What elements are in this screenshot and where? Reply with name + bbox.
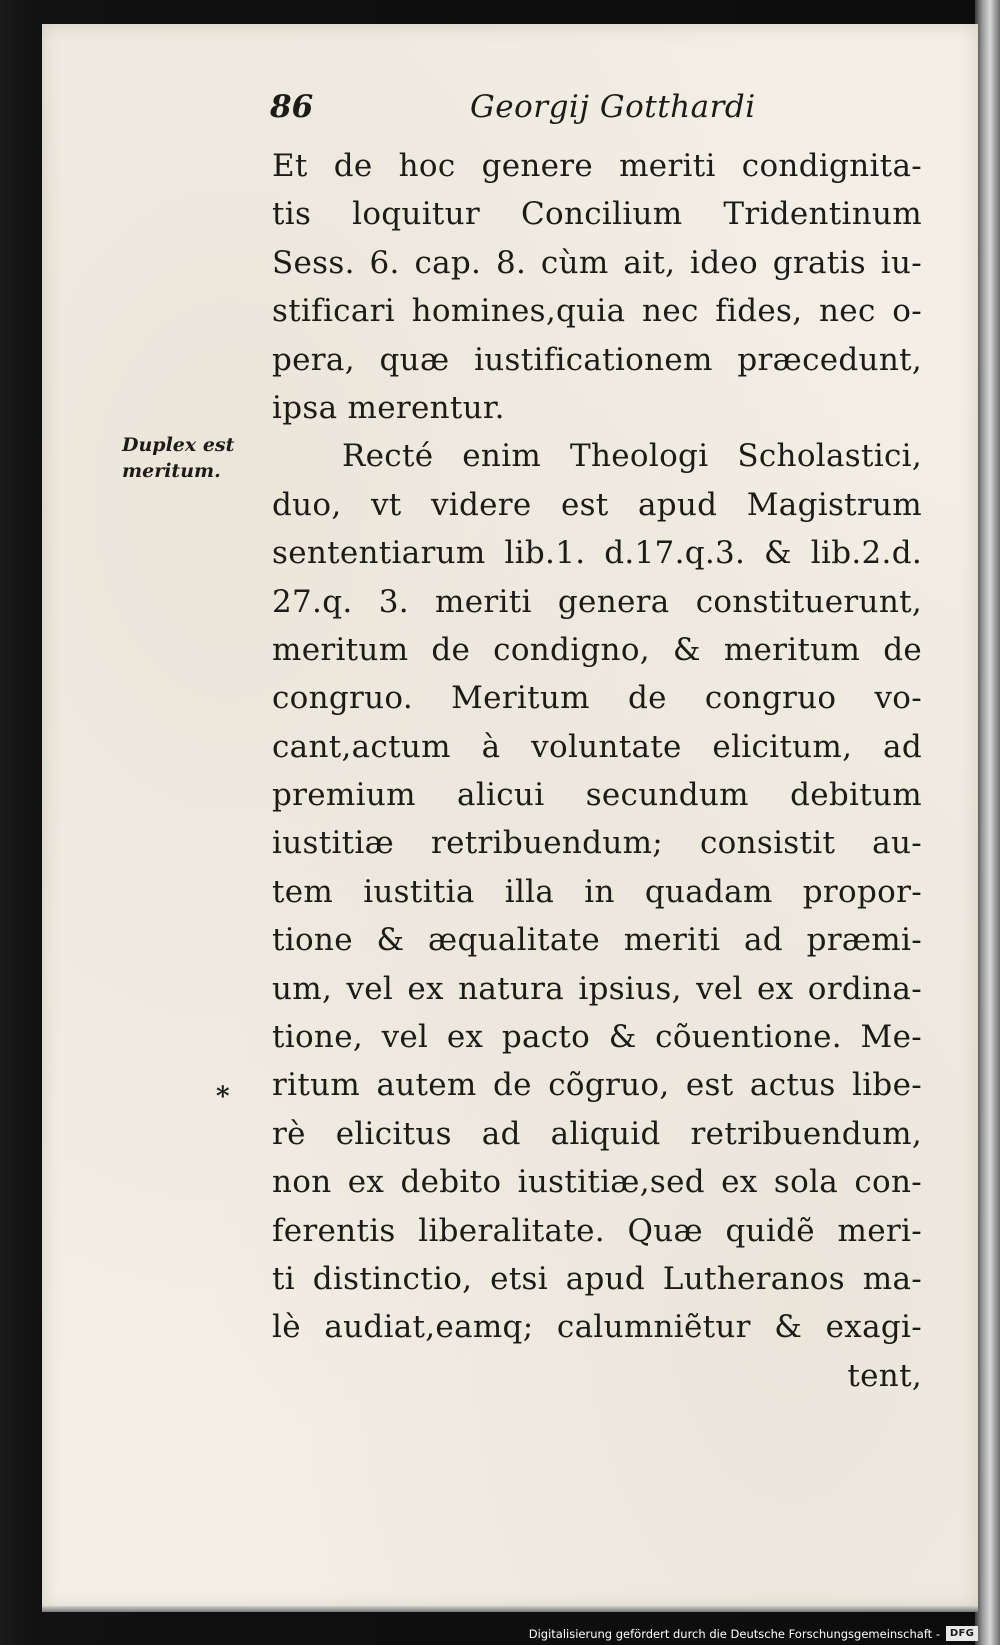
text-line: um, vel ex natura ipsius, vel ex ordina- bbox=[272, 970, 922, 1007]
text-line: meritum de condigno, & meritum de bbox=[272, 631, 922, 668]
page-edge-shadow bbox=[975, 0, 1000, 1645]
text-line: tis loquitur Concilium Tridentinum bbox=[272, 196, 922, 233]
text-line: duo, vt videre est apud Magistrum bbox=[272, 486, 922, 523]
text-line: ipsa merentur. bbox=[272, 389, 505, 426]
page-number: 86 bbox=[270, 89, 314, 125]
text-line: Sess. 6. cap. 8. cùm ait, ideo gratis iu- bbox=[272, 244, 922, 281]
text-line: rè elicitus ad aliquid retribuendum, bbox=[272, 1115, 922, 1152]
running-title: Georgij Gotthardi bbox=[470, 89, 756, 125]
text-line: non ex debito iustitiæ,sed ex sola con- bbox=[272, 1164, 922, 1201]
text-line: lè audiat,eamq; calumniẽtur & exagi- bbox=[272, 1309, 922, 1346]
text-line: stificari homines,quia nec fides, nec o- bbox=[272, 293, 922, 330]
marginal-note-line: meritum. bbox=[122, 460, 221, 482]
text-line: tem iustitia illa in quadam propor- bbox=[272, 873, 922, 910]
text-line: Et de hoc genere meriti condignita- bbox=[272, 148, 922, 184]
text-line: premium alicui secundum debitum bbox=[272, 777, 922, 814]
text-line: tione, vel ex pacto & cõuentione. Me- bbox=[272, 1019, 922, 1056]
digitization-credit: Digitalisierung gefördert durch die Deutsche Forschungsgemeinschaft - bbox=[528, 1627, 940, 1641]
margin-asterisk: * bbox=[216, 1082, 230, 1112]
body-text bbox=[272, 142, 922, 1400]
text-line: ritum autem de cõgruo, est actus libe- bbox=[272, 1067, 922, 1104]
page-bottom-edge bbox=[42, 1606, 978, 1612]
text-line: ti distinctio, etsi apud Lutheranos ma- bbox=[272, 1260, 922, 1297]
text-line: 27.q. 3. meriti genera constituerunt, bbox=[272, 583, 922, 620]
dfg-logo: DFG bbox=[946, 1626, 978, 1641]
text-line: tent, bbox=[847, 1357, 922, 1394]
text-line: congruo. Meritum de congruo vo- bbox=[272, 680, 922, 717]
marginal-note-line: Duplex est bbox=[122, 434, 235, 456]
text-line: Recté enim Theologi Scholastici, bbox=[342, 438, 922, 475]
marginal-note bbox=[122, 432, 272, 484]
text-line: iustitiæ retribuendum; consistit au- bbox=[272, 825, 922, 862]
text-line: tione & æqualitate meriti ad præmi- bbox=[272, 922, 922, 959]
text-line: cant,actum à voluntate elicitum, ad bbox=[272, 728, 922, 765]
text-line: sententiarum lib.1. d.17.q.3. & lib.2.d. bbox=[272, 535, 922, 572]
text-line: ferentis liberalitate. Quæ quidẽ meri- bbox=[272, 1212, 922, 1249]
text-line: pera, quæ iustificationem præcedunt, bbox=[272, 341, 922, 378]
running-head bbox=[270, 85, 790, 135]
